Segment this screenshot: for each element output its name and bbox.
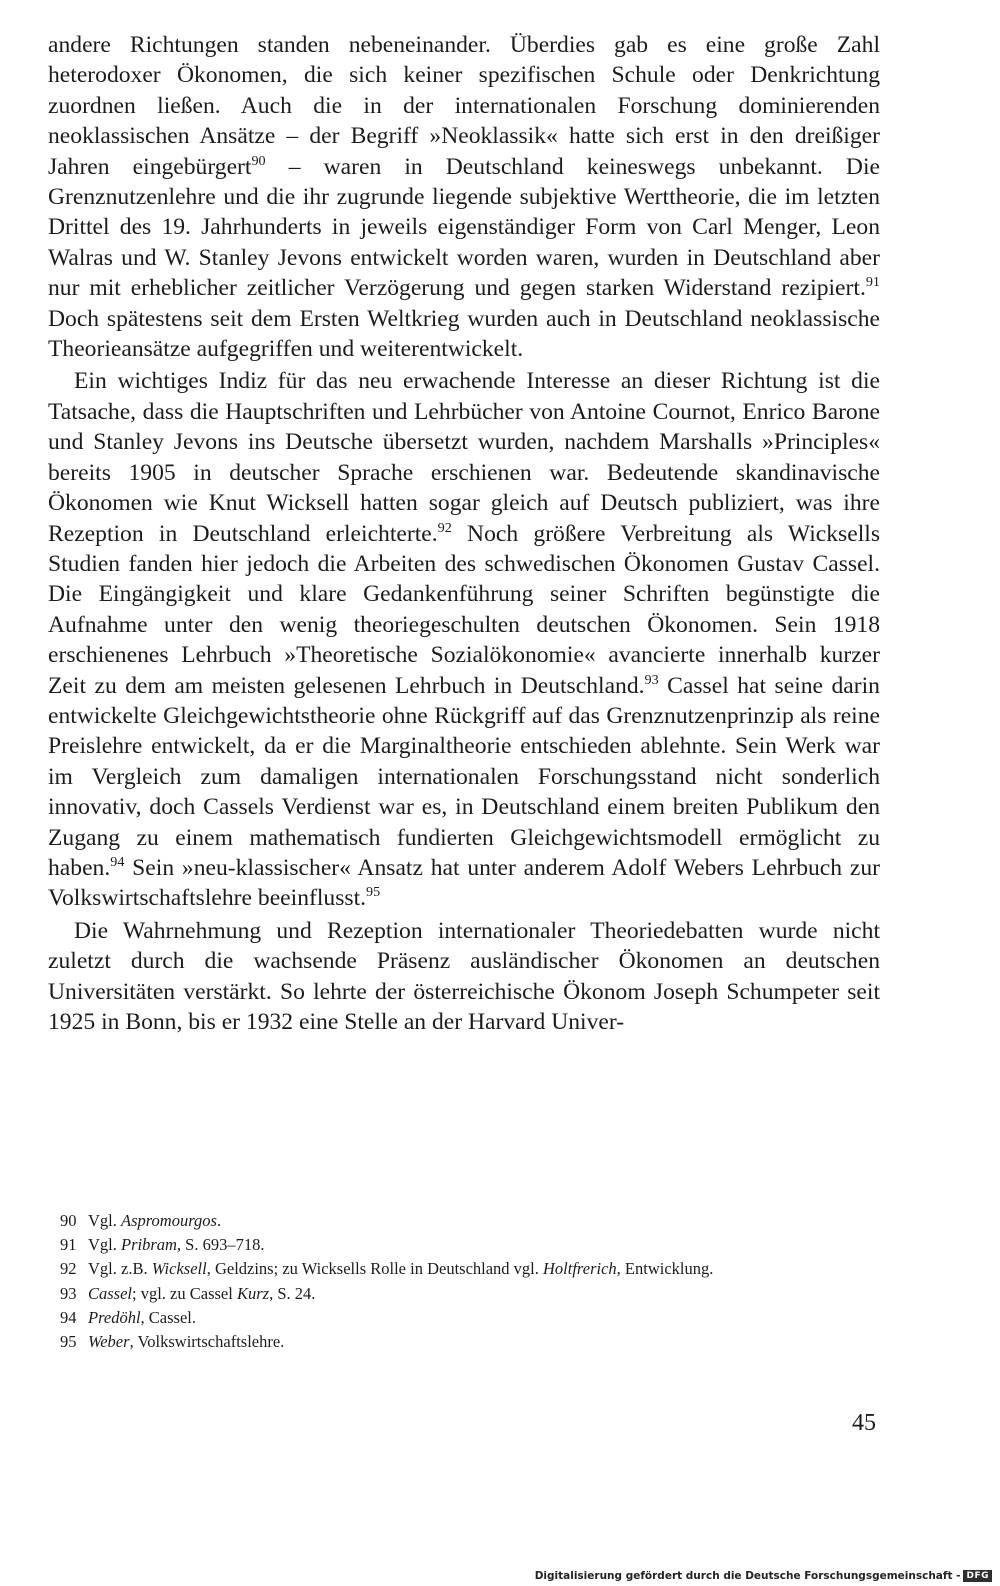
- footnote-ref-91[interactable]: 91: [865, 274, 880, 291]
- footnote-92: [48, 1257, 880, 1281]
- footnote-ref-95[interactable]: 95: [366, 884, 381, 901]
- digitization-text: Digitalisierung gefördert durch die Deutsche Forschungsgemeinschaft -: [534, 1570, 961, 1582]
- footnote-author: Aspromourgos: [121, 1211, 217, 1230]
- paragraph-2-text-c: Cassel hat seine darin entwickelte Gleichgewichtstheorie ohne Rückgriff auf das Grenznutzenprinzip als reine Preislehre entwickelt, da er die Marginaltheorie entschieden ablehnte. Sein Werk war im Vergleich zum damaligen internationalen Forschungsstand nicht sonderlich innovativ, doch Cassels Verdienst war es, in Deutschland einem breiten Publikum den Zugang zu einem mathematisch fundierten Gleichgewichtsmodell ermöglicht zu haben.: [48, 672, 880, 881]
- footnote-author: Wicksell: [151, 1259, 207, 1279]
- footnote-text: Vgl. z.B.: [88, 1259, 152, 1279]
- footnote-author: Predöhl: [88, 1307, 141, 1327]
- footnote-number: 94: [60, 1307, 77, 1327]
- paragraph-2-text-d: Sein »neu-klassischer« Ansatz hat unter anderem Adolf Webers Lehrbuch zur Volkswirtschaftslehre beeinflusst.: [48, 854, 880, 912]
- footnote-number: 95: [60, 1332, 77, 1352]
- footnote-number: 93: [60, 1283, 77, 1303]
- footnote-text: , Volkswirtschaftslehre.: [129, 1332, 285, 1352]
- footnote-author: Cassel: [88, 1283, 133, 1303]
- footnotes: [48, 1209, 880, 1354]
- footnote-text: , S. 693–718.: [176, 1235, 265, 1255]
- paragraph-2-text-b: Noch größere Verbreitung als Wicksells Studien fanden hier jedoch die Arbeiten des schwedischen Ökonomen Gustav Cassel. Die Eingängigkeit und klare Gedankenführung seiner Schriften begünstigte die Aufnahme unter den wenig theoriegeschulten deutschen Ökonomen. Sein 1918 erschienenes Lehrbuch »Theoretische Sozialökonomie« avancierte innerhalb kurzer Zeit zu dem am meisten gelesenen Lehrbuch in Deutschland.: [48, 520, 880, 699]
- footnote-author: Kurz: [236, 1283, 270, 1303]
- footnote-text: Vgl.: [88, 1211, 121, 1230]
- footnote-95: [48, 1330, 880, 1354]
- footnote-text: , Entwicklung.: [616, 1259, 714, 1279]
- paragraph-1-text-a: andere Richtungen standen nebeneinander. Überdies gab es eine große Zahl heterodoxer Ökonomen, die sich keiner spezifischen Schule oder Denkrichtung zuordnen ließen. Auch die in der internationalen Forschung dominierenden neoklassischen Ansätze – der Begriff »Neoklassik« hatte sich erst in den dreißiger Jahren eingebürgert: [48, 32, 880, 180]
- footnote-ref-93[interactable]: 93: [644, 671, 659, 688]
- digitization-note: [535, 1570, 992, 1582]
- footnote-91: [48, 1233, 880, 1257]
- footnote-ref-94[interactable]: 94: [110, 854, 125, 871]
- footnote-text: , Cassel.: [140, 1307, 197, 1327]
- footnote-94: [48, 1306, 880, 1330]
- footnote-text: ; vgl. zu Cassel: [132, 1283, 237, 1303]
- footnote-number: 91: [60, 1235, 77, 1255]
- footnote-90: [48, 1209, 880, 1233]
- paragraph-3: [48, 916, 880, 1038]
- footnote-ref-90[interactable]: 90: [251, 152, 266, 169]
- footnote-ref-92[interactable]: 92: [437, 519, 452, 536]
- paragraph-2: [48, 366, 880, 913]
- dfg-logo: DFG: [963, 1570, 992, 1582]
- paragraph-1: [48, 30, 880, 364]
- footnote-text: Vgl.: [88, 1235, 121, 1255]
- footnote-text: .: [216, 1211, 222, 1230]
- paragraph-3-text: Die Wahrnehmung und Rezeption internationaler Theoriedebatten wurde nicht zuletzt durch die wachsende Präsenz ausländischer Ökonomen an deutschen Universitäten verstärkt. So lehrte der österreichische Ökonom Joseph Schumpeter seit 1925 in Bonn, bis er 1932 eine Stelle an der Harvard Univer-: [48, 917, 880, 1035]
- footnote-author: Pribram: [121, 1235, 177, 1255]
- paragraph-1-text-b: – waren in Deutschland keineswegs unbekannt. Die Grenznutzenlehre und die ihr zugrunde liegende subjektive Werttheorie, die im letzten Drittel des 19. Jahrhunderts in jeweils eigenständiger Form von Carl Menger, Leon Walras und W. Stanley Jevons entwickelt worden waren, wurden in Deutschland aber nur mit erheblicher zeitlicher Verzögerung und gegen starken Widerstand rezipiert.: [48, 153, 880, 302]
- footnote-93: [48, 1282, 880, 1306]
- footnote-text: , S. 24.: [269, 1283, 316, 1303]
- main-text: [48, 30, 880, 1037]
- footnote-number: 90: [60, 1211, 77, 1230]
- paragraph-2-text-a: Ein wichtiges Indiz für das neu erwachende Interesse an dieser Richtung ist die Tatsache, dass die Hauptschriften und Lehrbücher von Antoine Cournot, Enrico Barone und Stanley Jevons ins Deutsche übersetzt wurden, nachdem Marshalls »Principles« bereits 1905 in deutscher Sprache erschienen war. Bedeutende skandinavische Ökonomen wie Knut Wicksell hatten sogar gleich auf Deutsch publiziert, was ihre Rezeption in Deutschland erleichterte.: [48, 368, 880, 547]
- footnote-text: , Geldzins; zu Wicksells Rolle in Deutschland vgl.: [206, 1259, 544, 1279]
- page-number: 45: [852, 1410, 876, 1436]
- footnote-author: Holtfrerich: [543, 1259, 617, 1279]
- footnote-number: 92: [60, 1259, 77, 1279]
- footnote-author: Weber: [88, 1332, 130, 1352]
- paragraph-1-text-c: Doch spätestens seit dem Ersten Weltkrieg wurden auch in Deutschland neoklassische Theorieansätze aufgegriffen und weiterentwickelt.: [48, 305, 880, 363]
